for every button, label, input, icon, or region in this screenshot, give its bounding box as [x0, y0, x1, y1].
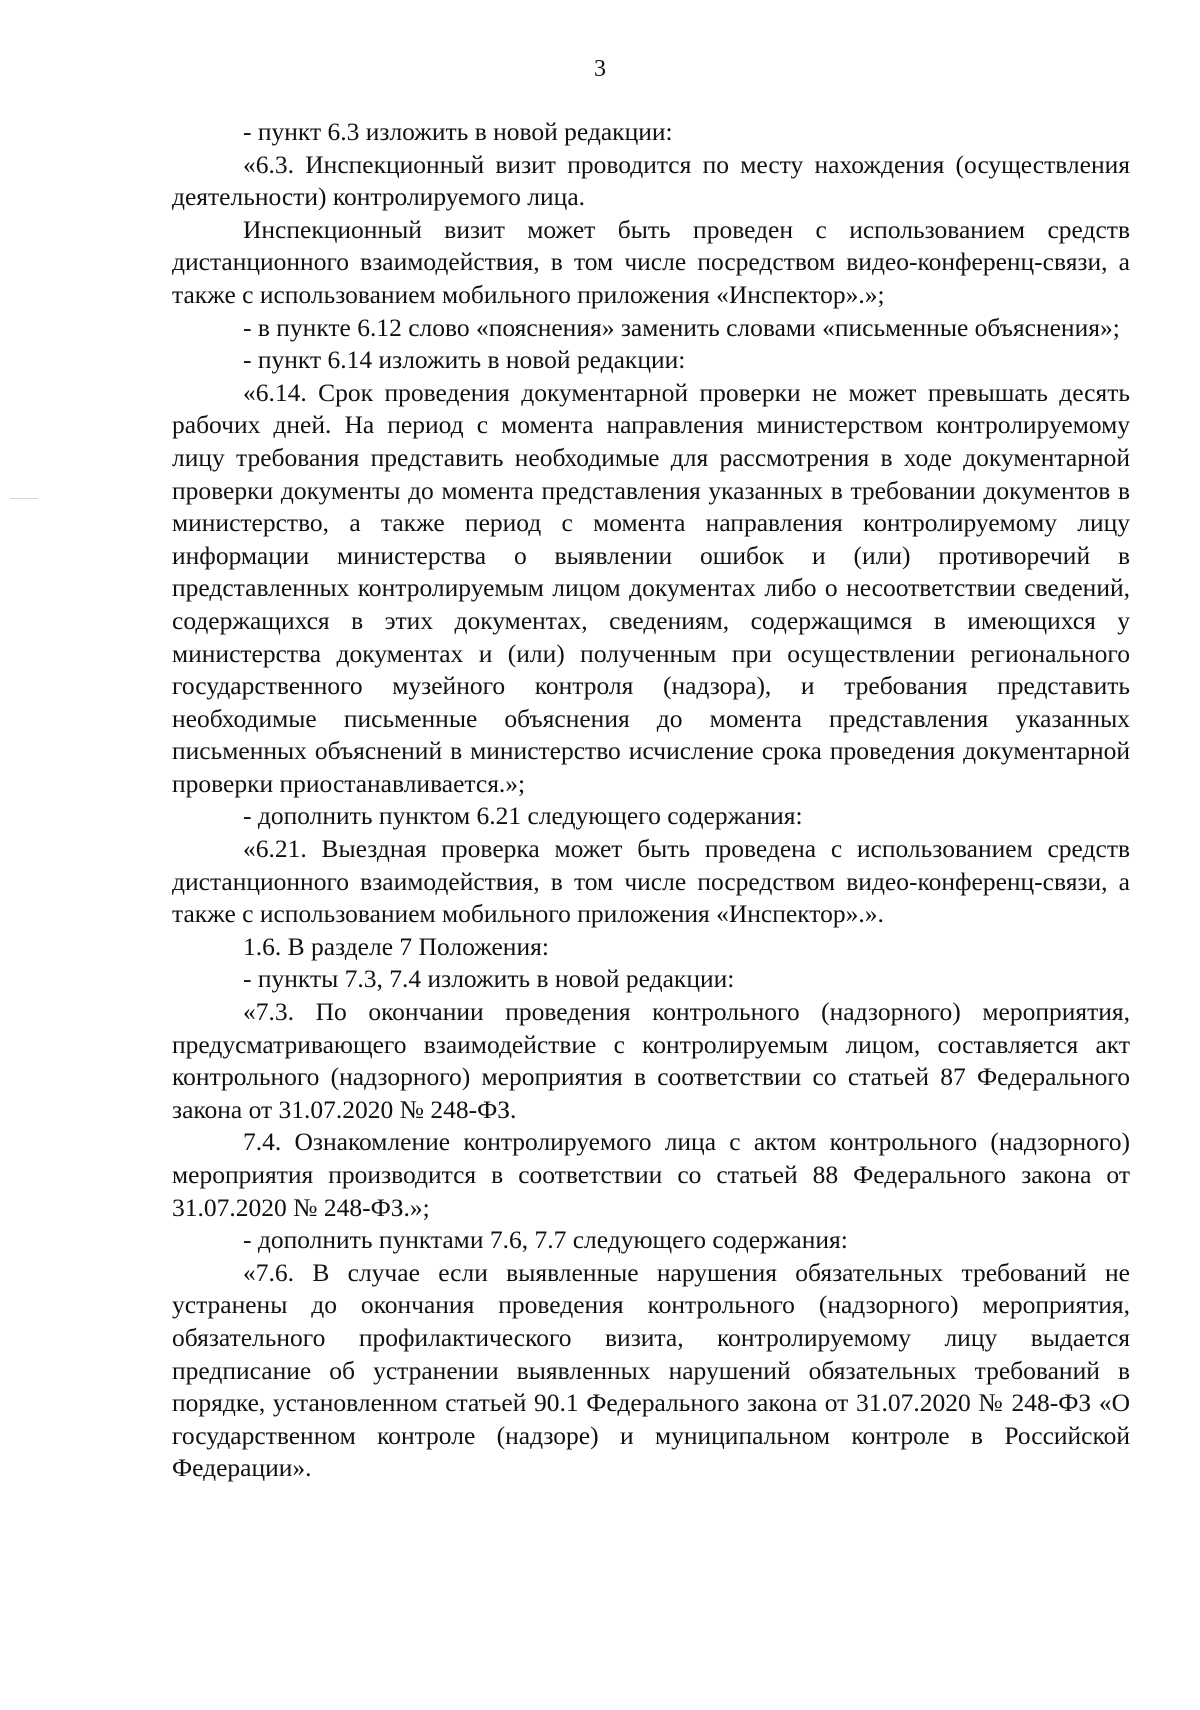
page-number: 3	[594, 56, 606, 82]
paragraph-clause-6-21: «6.21. Выездная проверка может быть проведена с использованием средств дистанционного взаимодействия, в том числе посредством видео-конференц-связи, а также с использованием мобильного приложения «Инспектор».».	[172, 834, 1130, 929]
paragraph-clause-6-3: «6.3. Инспекционный визит проводится по месту нахождения (осуществления деятельности) контролируемого лица.	[172, 149, 1130, 212]
document-body	[172, 116, 1130, 1485]
paragraph-instruction-6-21: - дополнить пунктом 6.21 следующего содержания:	[243, 801, 803, 831]
paragraph-instruction-6-3: - пункт 6.3 изложить в новой редакции:	[243, 117, 673, 146]
scan-mark	[10, 498, 38, 499]
paragraph-instruction-6-12: - в пункте 6.12 слово «пояснения» заменить словами «письменные объяснения»;	[243, 312, 1120, 342]
paragraph-instruction-7-6-7-7: - дополнить пунктами 7.6, 7.7 следующего содержания:	[243, 1225, 848, 1255]
paragraph-clause-7-3: «7.3. По окончании проведения контрольного (надзорного) мероприятия, предусматривающего взаимодействие с контролируемым лицом, составляется акт контрольного (надзорного) мероприятия в соответствии со статьей 87 Федерального закона от 31.07.2020 № 248-ФЗ.	[172, 997, 1130, 1124]
paragraph-clause-6-3-remote: Инспекционный визит может быть проведен с использованием средств дистанционного взаимодействия, в том числе посредством видео-конференц-связи, а также с использованием мобильного приложения «Инспектор».»;	[172, 214, 1130, 309]
paragraph-clause-7-4: 7.4. Ознакомление контролируемого лица с актом контрольного (надзорного) мероприятия производится в соответствии со статьей 88 Федерального закона от 31.07.2020 № 248-ФЗ.»;	[172, 1127, 1130, 1222]
paragraph-clause-6-14: «6.14. Срок проведения документарной проверки не может превышать десять рабочих дней. На период с момента направления министерством контролируемому лицу требования представить необходимые для рассмотрения в ходе документарной проверки документы до момента представления указанных в требовании документов в министерство, а также период с момента направления контролируемому лицу информации министерства о выявлении ошибок и (или) противоречий в представленных контролируемым лицом документах либо о несоответствии сведений, содержащихся в этих документах, сведениям, содержащимся в имеющихся у министерства документах и (или) полученным при осуществлении регионального государственного музейного контроля (надзора), и требования представить необходимые письменные объяснения до момента представления указанных письменных объяснений в министерство исчисление срока проведения документарной проверки приостанавливается.»;	[172, 377, 1130, 798]
paragraph-instruction-6-14: - пункт 6.14 изложить в новой редакции:	[243, 345, 686, 375]
paragraph-section-1-6: 1.6. В разделе 7 Положения:	[243, 931, 549, 961]
paragraph-clause-7-6: «7.6. В случае если выявленные нарушения обязательных требований не устранены до окончания проведения контрольного (надзорного) мероприятия, обязательного профилактического визита, контролируемому лицу выдается предписание об устранении выявленных нарушений обязательных требований в порядке, установленном статьей 90.1 Федерального закона от 31.07.2020 № 248-ФЗ «О государственном контроле (надзоре) и муниципальном контроле в Российской Федерации».	[172, 1257, 1130, 1483]
paragraph-instruction-7-3-7-4: - пункты 7.3, 7.4 изложить в новой редакции:	[243, 964, 735, 994]
